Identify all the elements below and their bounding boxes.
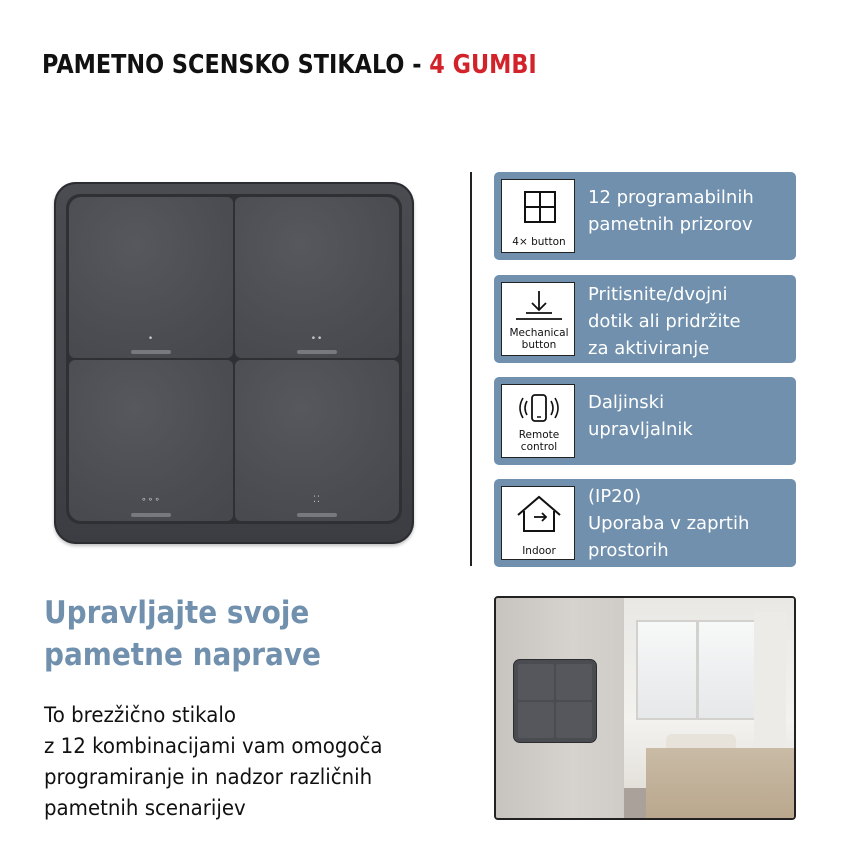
feature-icon-caption: 4× button	[512, 236, 566, 248]
photo-curtain	[754, 612, 786, 752]
divider-line	[470, 172, 472, 566]
description-line-2: z 12 kombinacijami vam omogoča	[44, 734, 383, 759]
feature-icon-box	[501, 384, 575, 458]
button-led-strip	[131, 350, 171, 354]
switch-faceplate	[66, 194, 402, 524]
switch-button-4	[235, 360, 399, 521]
feature-card-remote	[494, 377, 796, 465]
title-main: PAMETNO SCENSKO STIKALO -	[42, 50, 430, 80]
feature-icon-caption: Mechanical button	[509, 327, 569, 351]
feature-text: Pritisnite/dvojni dotik ali pridržite za aktiviranje	[588, 284, 741, 359]
headline-line-2: pametne naprave	[44, 637, 321, 673]
feature-card-mechanical	[494, 275, 796, 363]
button-indicator-dots: ••	[310, 334, 324, 344]
photo-switch-button	[556, 702, 592, 738]
button-led-strip	[297, 350, 337, 354]
photo-window	[636, 620, 756, 720]
description-line-3: programiranje in nadzor različnih	[44, 765, 373, 790]
description-text	[44, 700, 383, 824]
room-photo	[494, 596, 796, 820]
page-title	[42, 50, 537, 80]
feature-card-indoor	[494, 479, 796, 567]
headline	[44, 592, 321, 676]
feature-icon-box	[501, 282, 575, 356]
feature-icon-caption: Indoor	[522, 545, 556, 557]
feature-card-buttons	[494, 172, 796, 260]
photo-switch-button	[518, 702, 554, 738]
feature-text: (IP20) Uporaba v zaprtih prostorih	[588, 486, 750, 561]
button-led-strip	[297, 513, 337, 517]
photo-bed	[646, 748, 796, 820]
feature-text: Daljinski upravljalnik	[588, 392, 693, 440]
button-indicator-dots: •	[147, 334, 155, 344]
feature-icon-caption: Remote control	[518, 429, 560, 453]
feature-icon-box	[501, 179, 575, 253]
switch-button-3	[69, 360, 233, 521]
photo-switch-button	[518, 664, 554, 700]
button-indicator-dots: ∘∘∘	[141, 495, 161, 505]
title-accent: 4 GUMBI	[429, 50, 537, 80]
button-led-strip	[131, 513, 171, 517]
button-indicator-dots: ⁚⁚	[313, 495, 321, 505]
headline-line-1: Upravljajte svoje	[44, 595, 310, 631]
feature-icon-box	[501, 486, 575, 560]
switch-button-1	[69, 197, 233, 358]
feature-text: 12 programabilnih pametnih prizorov	[588, 187, 754, 235]
description-line-4: pametnih scenarijev	[44, 796, 246, 821]
photo-switch-button	[556, 664, 592, 700]
description-line-1: To brezžično stikalo	[44, 703, 236, 728]
switch-button-2	[235, 197, 399, 358]
switch-product-image	[54, 182, 414, 544]
photo-mounted-switch	[514, 660, 596, 742]
